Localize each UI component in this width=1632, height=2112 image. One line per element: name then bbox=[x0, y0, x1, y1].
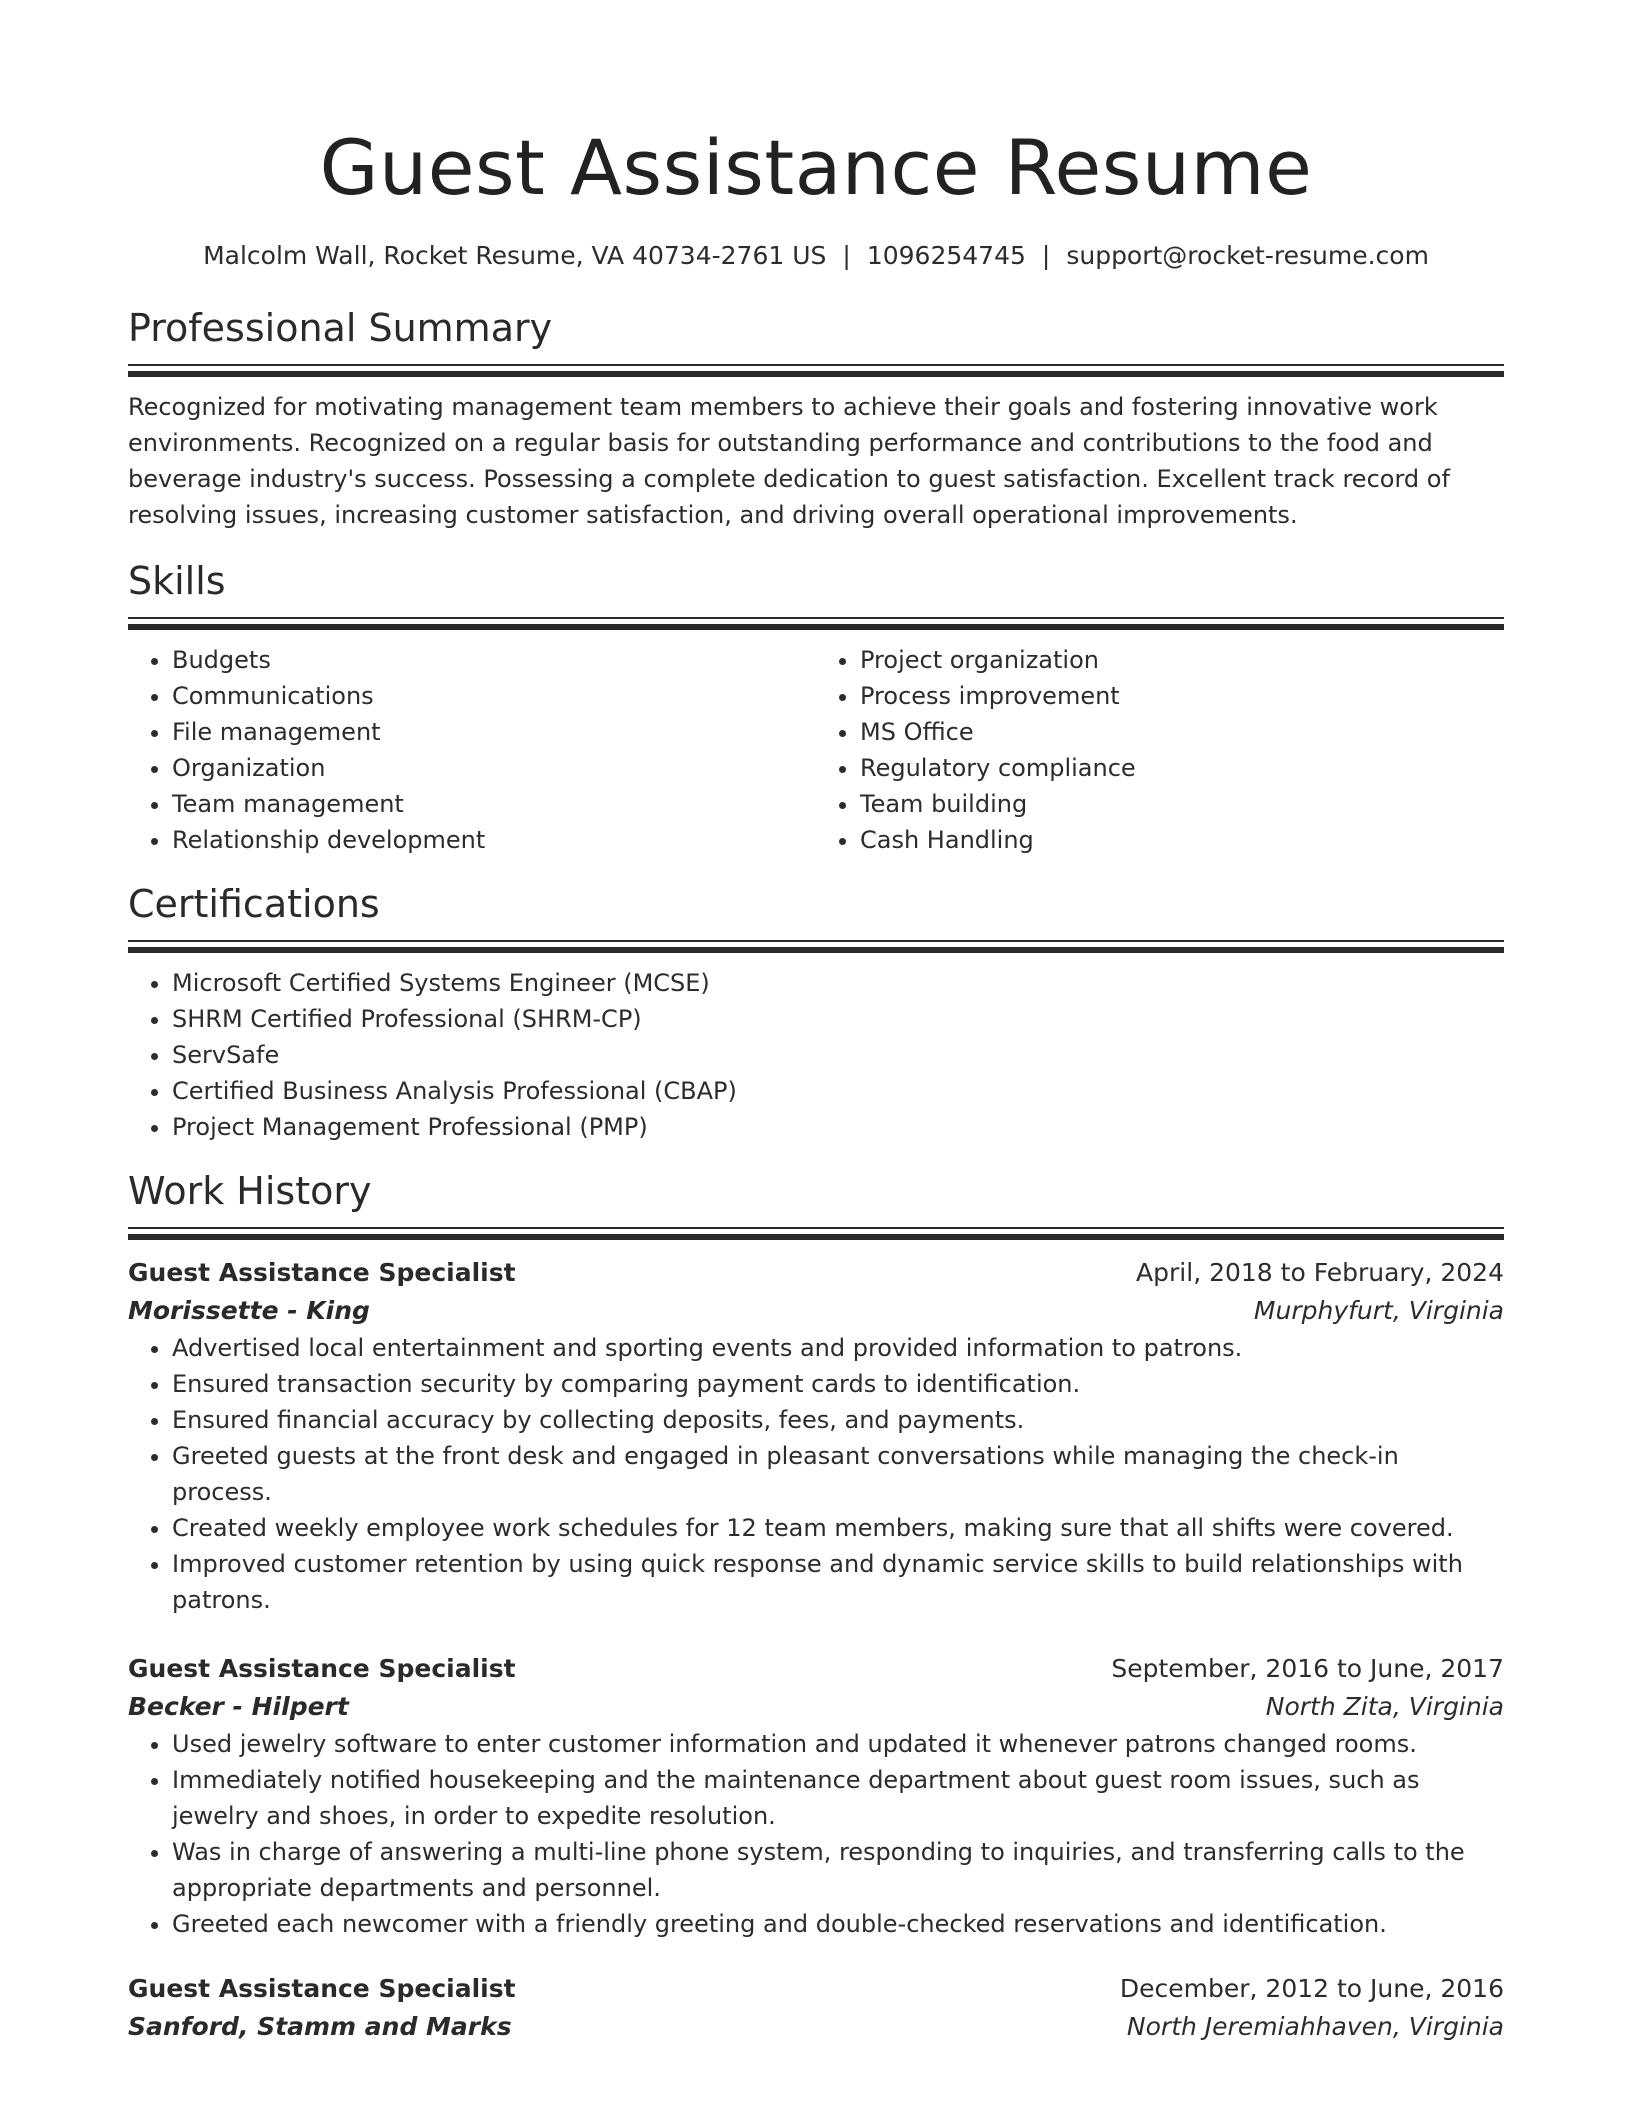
skill-item: • Project organization bbox=[860, 642, 1504, 678]
job-company-row bbox=[128, 2008, 1504, 2046]
job-entry bbox=[128, 1970, 1504, 2046]
contact-email: support@rocket-resume.com bbox=[1066, 241, 1429, 270]
job-company-row bbox=[128, 1688, 1504, 1726]
job-bullet: • Greeted each newcomer with a friendly greeting and double-checked reservations and identification. bbox=[172, 1906, 1504, 1942]
job-title: Guest Assistance Specialist bbox=[128, 1654, 516, 1683]
job-header-row bbox=[128, 1650, 1504, 1688]
resume-title: Guest Assistance Resume bbox=[319, 123, 1313, 212]
job-bullet: • Advertised local entertainment and sporting events and provided information to patrons. bbox=[172, 1330, 1504, 1366]
skills-list-left bbox=[128, 642, 816, 858]
skill-item: • Organization bbox=[172, 750, 816, 786]
skills-section bbox=[128, 555, 1504, 858]
skills-column-right bbox=[816, 642, 1504, 858]
job-entry bbox=[128, 1254, 1504, 1618]
skill-item: • Team building bbox=[860, 786, 1504, 822]
certification-item: • ServSafe bbox=[172, 1037, 1504, 1073]
section-heading-certifications: Certifications bbox=[128, 882, 380, 926]
job-bullet: • Created weekly employee work schedules for 12 team members, making sure that all shifts were covered. bbox=[172, 1510, 1504, 1546]
job-bullet: • Was in charge of answering a multi-line phone system, responding to inquiries, and transferring calls to the appropriate departments and personnel. bbox=[172, 1834, 1504, 1906]
job-bullet: • Immediately notified housekeeping and the maintenance department about guest room issues, such as jewelry and shoes, in order to expedite resolution. bbox=[172, 1762, 1504, 1834]
certification-item: • Certified Business Analysis Professional (CBAP) bbox=[172, 1073, 1504, 1109]
job-dates: September, 2016 to June, 2017 bbox=[1111, 1654, 1504, 1683]
job-dates: December, 2012 to June, 2016 bbox=[1119, 1974, 1504, 2003]
job-bullet: • Ensured transaction security by comparing payment cards to identification. bbox=[172, 1366, 1504, 1402]
job-bullet: • Greeted guests at the front desk and engaged in pleasant conversations while managing the check-in process. bbox=[172, 1438, 1504, 1510]
skill-item: • Budgets bbox=[172, 642, 816, 678]
job-title: Guest Assistance Specialist bbox=[128, 1258, 516, 1287]
section-divider bbox=[128, 1227, 1504, 1240]
section-heading-skills: Skills bbox=[128, 559, 226, 603]
job-title: Guest Assistance Specialist bbox=[128, 1974, 516, 2003]
skills-grid bbox=[128, 642, 1504, 858]
job-header-row bbox=[128, 1254, 1504, 1292]
certification-item: • SHRM Certified Professional (SHRM-CP) bbox=[172, 1001, 1504, 1037]
certifications-list bbox=[128, 965, 1504, 1145]
job-company: Morissette - King bbox=[128, 1296, 370, 1325]
job-company: Becker - Hilpert bbox=[128, 1692, 349, 1721]
contact-line bbox=[128, 238, 1504, 274]
contact-separator: | bbox=[842, 241, 851, 270]
skills-column-left bbox=[128, 642, 816, 858]
contact-phone: 1096254745 bbox=[866, 241, 1026, 270]
section-heading-summary: Professional Summary bbox=[128, 306, 553, 350]
skill-item: • MS Office bbox=[860, 714, 1504, 750]
section-heading-work-history: Work History bbox=[128, 1169, 372, 1213]
job-bullet: • Improved customer retention by using quick response and dynamic service skills to build relationships with patrons. bbox=[172, 1546, 1504, 1618]
work-history-section bbox=[128, 1165, 1504, 2046]
job-bullets bbox=[128, 1330, 1504, 1618]
job-bullet: • Used jewelry software to enter customer information and updated it whenever patrons changed rooms. bbox=[172, 1726, 1504, 1762]
skill-item: • File management bbox=[172, 714, 816, 750]
skill-item: • Cash Handling bbox=[860, 822, 1504, 858]
skill-item: • Communications bbox=[172, 678, 816, 714]
section-divider bbox=[128, 617, 1504, 630]
job-bullets bbox=[128, 1726, 1504, 1942]
section-divider bbox=[128, 364, 1504, 377]
job-location: North Zita, Virginia bbox=[1265, 1692, 1504, 1721]
job-location: Murphyfurt, Virginia bbox=[1253, 1296, 1504, 1325]
skill-item: • Team management bbox=[172, 786, 816, 822]
summary-section bbox=[128, 302, 1504, 533]
job-header-row bbox=[128, 1970, 1504, 2008]
job-entry bbox=[128, 1650, 1504, 1942]
skill-item: • Relationship development bbox=[172, 822, 816, 858]
certification-item: • Project Management Professional (PMP) bbox=[172, 1109, 1504, 1145]
job-location: North Jeremiahhaven, Virginia bbox=[1126, 2012, 1504, 2041]
contact-separator: | bbox=[1041, 241, 1051, 270]
summary-text: Recognized for motivating management team members to achieve their goals and fostering innovative work environments. Recognized on a regular basis for outstanding performance and contributions to the food and beverage industry's success. Possessing a complete dedication to guest satisfaction. Excellent track record of resolving issues, increasing customer satisfaction, and driving overall operational improvements. bbox=[128, 393, 1450, 529]
contact-address: Malcolm Wall, Rocket Resume, VA 40734-2761 US bbox=[203, 241, 827, 270]
section-divider bbox=[128, 940, 1504, 953]
job-company: Sanford, Stamm and Marks bbox=[128, 2012, 512, 2041]
job-company-row bbox=[128, 1292, 1504, 1330]
job-dates: April, 2018 to February, 2024 bbox=[1136, 1258, 1504, 1287]
skills-list-right bbox=[816, 642, 1504, 858]
skill-item: • Regulatory compliance bbox=[860, 750, 1504, 786]
certification-item: • Microsoft Certified Systems Engineer (MCSE) bbox=[172, 965, 1504, 1001]
job-bullet: • Ensured financial accuracy by collecting deposits, fees, and payments. bbox=[172, 1402, 1504, 1438]
certifications-section bbox=[128, 878, 1504, 1145]
skill-item: • Process improvement bbox=[860, 678, 1504, 714]
